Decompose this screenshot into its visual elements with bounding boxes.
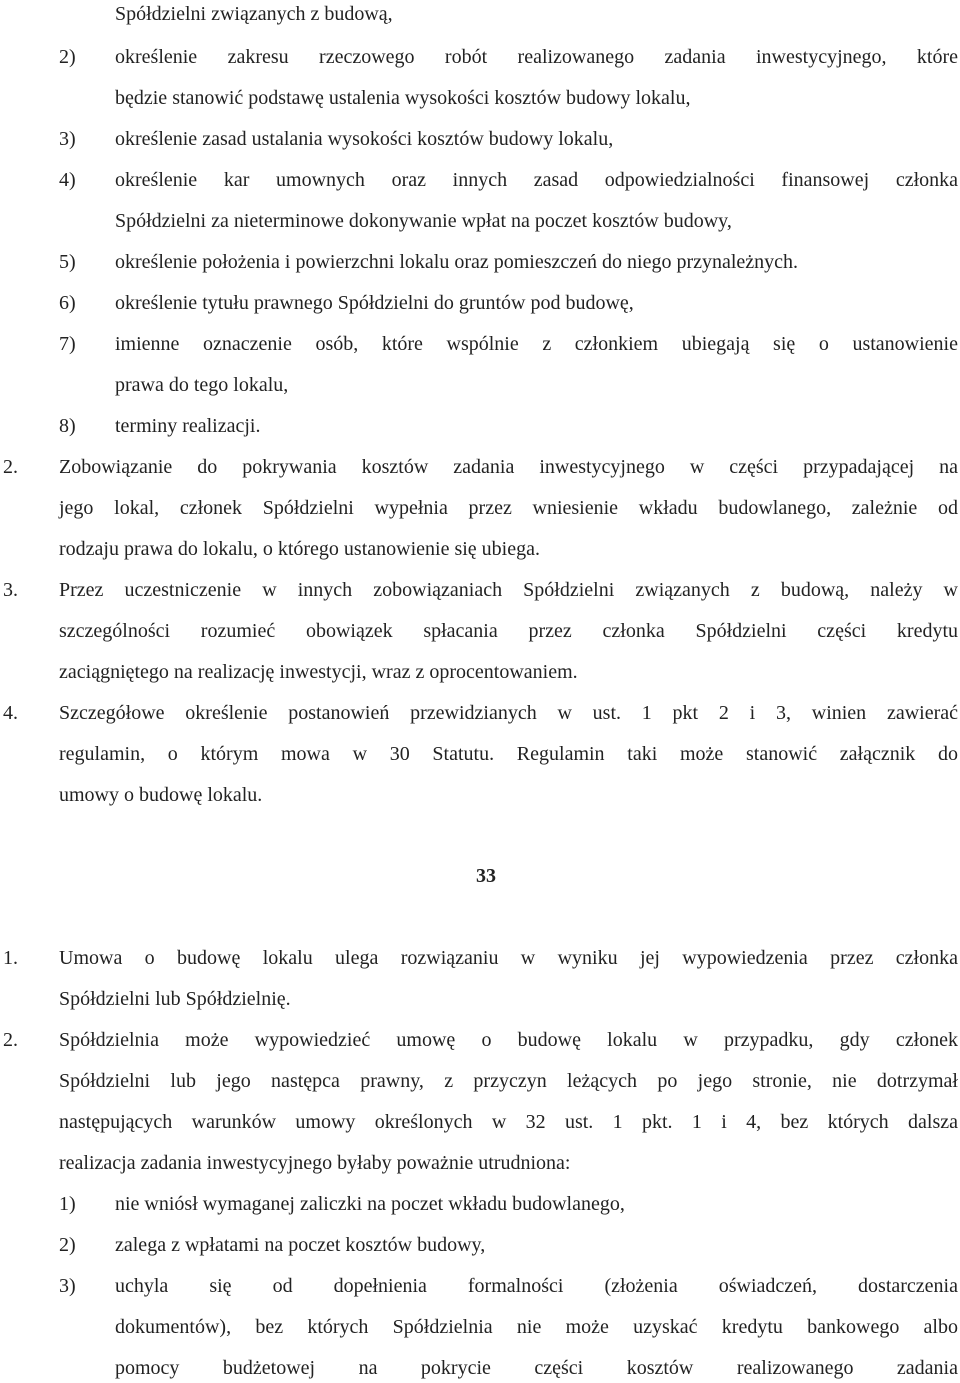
text-line: będzie stanowić podstawę ustalenia wysokości kosztów budowy lokalu, [115,87,691,109]
text-line: Spółdzielnia może wypowiedzieć umowę o budowę lokalu w przypadku, gdy członek [59,1029,958,1051]
text-line: zaciągniętego na realizację inwestycji, wraz z oprocentowaniem. [59,661,578,683]
text-line: określenie położenia i powierzchni lokalu oraz pomieszczeń do niego przynależnych. [115,251,799,273]
list-item-number: 8) [59,415,76,437]
text-line: realizacja zadania inwestycyjnego byłaby poważnie utrudniona: [59,1152,571,1174]
list-item-number: 3) [59,128,76,150]
section-number: 33 [476,865,496,887]
point-number: 2. [3,1029,18,1051]
text-line: uchyla się od dopełnienia formalności (złożenia oświadczeń, dostarczenia [115,1275,958,1297]
text-line: Szczegółowe określenie postanowień przewidzianych w ust. 1 pkt 2 i 3, winien zawierać [59,702,958,724]
list-item-number: 2) [59,1234,76,1256]
text-line: Umowa o budowę lokalu ulega rozwiązaniu w wyniku jej wypowiedzenia przez członka [59,947,958,969]
list-item-number: 5) [59,251,76,273]
list-item-number: 6) [59,292,76,314]
list-item-number: 1) [59,1193,76,1215]
text-line: Spółdzielni za nieterminowe dokonywanie wpłat na poczet kosztów budowy, [115,210,732,232]
text-line: Spółdzielni lub jego następca prawny, z przyczyn leżących po jego stronie, nie dotrzymał [59,1070,958,1092]
text-line: określenie zasad ustalania wysokości kosztów budowy lokalu, [115,128,614,150]
list-item-number: 3) [59,1275,76,1297]
point-number: 1. [3,947,18,969]
text-line: prawa do tego lokalu, [115,374,289,396]
text-line: określenie zakresu rzeczowego robót realizowanego zadania inwestycyjnego, które [115,46,958,68]
point-number: 4. [3,702,18,724]
text-line: nie wniósł wymaganej zaliczki na poczet wkładu budowlanego, [115,1193,625,1215]
text-line: regulamin, o którym mowa w 30 Statutu. Regulamin taki może stanowić załącznik do [59,743,958,765]
text-line: następujących warunków umowy określonych w 32 ust. 1 pkt. 1 i 4, bez których dalsza [59,1111,958,1133]
text-line: imienne oznaczenie osób, które wspólnie z członkiem ubiegają się o ustanowienie [115,333,958,355]
point-number: 2. [3,456,18,478]
text-line: jego lokal, członek Spółdzielni wypełnia przez wniesienie wkładu budowlanego, zależnie od [59,497,958,519]
text-line: rodzaju prawa do lokalu, o którego ustanowienie się ubiega. [59,538,540,560]
section-heading [0,864,960,888]
text-line: szczególności rozumieć obowiązek spłacania przez członka Spółdzielni części kredytu [59,620,958,642]
text-line: Zobowiązanie do pokrywania kosztów zadania inwestycyjnego w części przypadającej na [59,456,958,478]
text-line: pomocy budżetowej na pokrycie części kosztów realizowanego zadania [115,1357,958,1379]
text-line: dokumentów), bez których Spółdzielnia nie może uzyskać kredytu bankowego albo [115,1316,958,1338]
text-line: określenie tytułu prawnego Spółdzielni do gruntów pod budowę, [115,292,634,314]
text-line: Przez uczestniczenie w innych zobowiązaniach Spółdzielni związanych z budową, należy w [59,579,958,601]
list-item-number: 7) [59,333,76,355]
text-line: Spółdzielni lub Spółdzielnię. [59,988,291,1010]
text-line: terminy realizacji. [115,415,261,437]
list-item-number: 2) [59,46,76,68]
point-number: 3. [3,579,18,601]
text-line: umowy o budowę lokalu. [59,784,263,806]
text-line: określenie kar umownych oraz innych zasad odpowiedzialności finansowej członka [115,169,958,191]
text-line: zalega z wpłatami na poczet kosztów budowy, [115,1234,486,1256]
list-item-number: 4) [59,169,76,191]
text-line: Spółdzielni związanych z budową, [115,3,393,25]
